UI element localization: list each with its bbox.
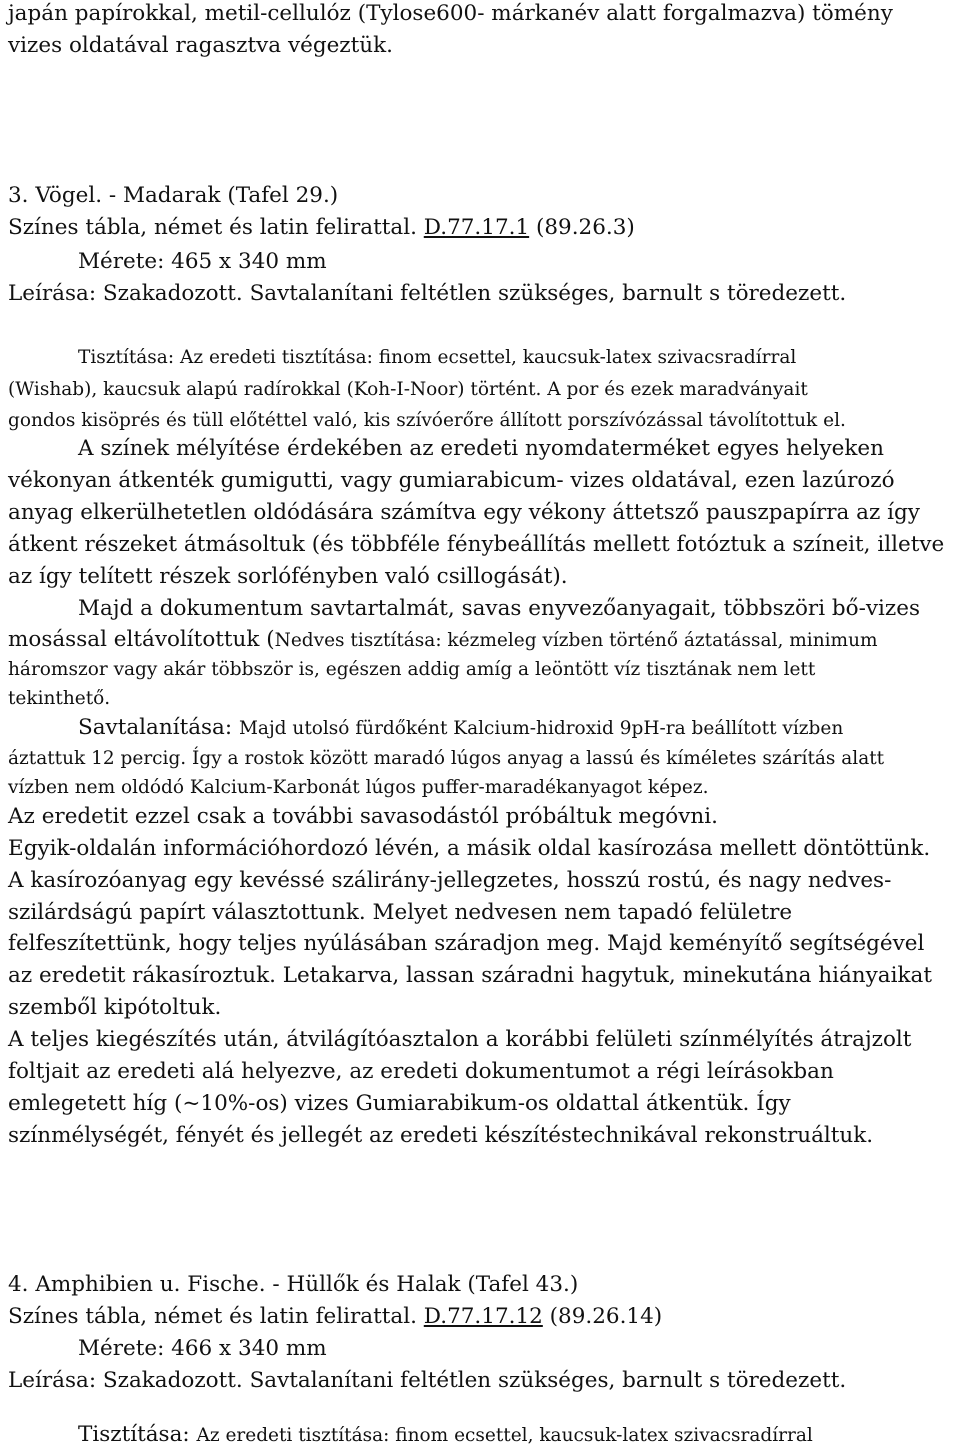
- item-3-inventory-code: D.77.17.1: [423, 215, 530, 240]
- item-3-deacid-line-1: [78, 715, 843, 742]
- item-3-cleaning-text: Az eredeti tisztítása: finom ecsettel, kaucsuk-latex szivacsradírral: [179, 347, 797, 368]
- item-3-body-4: szilárdságú papírt választottunk. Melyet nedvesen nem tapadó felületre: [8, 900, 793, 925]
- intro-line-2: vizes oldatával ragasztva végeztük.: [8, 33, 393, 58]
- item-4-cleaning-line-1: [78, 1422, 813, 1449]
- intro-line-1: japán papírokkal, metil-cellulóz (Tylose600- márkanév alatt forgalmazva) tömény: [8, 1, 893, 26]
- item-3-para-color-2: vékonyan átkenték gumigutti, vagy gumiarabicum- vizes oldatával, ezen lazúrozó: [8, 468, 895, 493]
- item-4-heading: 4. Amphibien u. Fische. - Hüllők és Halak (Tafel 43.): [8, 1272, 579, 1297]
- item-3-deacid-line-2: áztattuk 12 percig. Így a rostok között maradó lúgos anyag a lassú és kíméletes szárítás alatt: [8, 748, 885, 769]
- item-4-desc-label: Leírása: Szakadozott.: [8, 1368, 250, 1393]
- item-3-para-acid-3: háromszor vagy akár többször is, egészen addig amíg a leöntött víz tisztának nem lett: [8, 659, 816, 680]
- item-4-size: Mérete: 466 x 340 mm: [78, 1336, 327, 1361]
- item-3-body-3: A kasírozóanyag egy kevéssé szálirány-jellegzetes, hosszú rostú, és nagy nedves-: [8, 868, 892, 893]
- item-4-table-pre: Színes tábla, német és latin felirattal.: [8, 1304, 424, 1329]
- item-3-body-1: Az eredetit ezzel csak a további savasodástól próbáltuk megóvni.: [8, 804, 718, 829]
- item-3-description: [8, 281, 846, 307]
- item-3-wet-cleaning: Nedves tisztítása: kézmeleg vízben történő áztatással, minimum: [274, 630, 878, 651]
- item-4-table-line: [8, 1304, 662, 1330]
- item-4-inventory-code: D.77.17.12: [423, 1304, 543, 1329]
- item-4-cleaning-label: Tisztítása:: [78, 1422, 197, 1447]
- item-3-body-5: felfeszítettünk, hogy teljes nyúlásában száradjon meg. Majd keményítő segítségével: [8, 931, 925, 956]
- item-3-final-2: foltjait az eredeti alá helyezve, az eredeti dokumentumot a régi leírásokban: [8, 1059, 834, 1084]
- item-3-deacid-label: Savtalanítása:: [78, 715, 239, 740]
- item-4-table-post: (89.26.14): [542, 1304, 663, 1329]
- item-3-heading: 3. Vögel. - Madarak (Tafel 29.): [8, 183, 339, 208]
- item-3-deacid-line-3: vízben nem oldódó Kalcium-Karbonát lúgos puffer-maradékanyagot képez.: [8, 777, 709, 798]
- item-3-para-acid-4: tekinthető.: [8, 688, 111, 709]
- item-3-final-3: emlegetett híg (~10%-os) vizes Gumiarabikum-os oldattal átkentük. Így: [8, 1091, 791, 1116]
- item-4-desc-text: Savtalanítani feltétlen szükséges, barnult s töredezett.: [249, 1368, 847, 1393]
- item-3-acid-lead: mosással eltávolítottuk (: [8, 627, 275, 652]
- item-3-cleaning-line-3: gondos kisöprés és tüll előtéttel való, kis szívóerőre állított porszívózással távolítottuk el.: [8, 410, 846, 431]
- item-3-para-color-1: A színek mélyítése érdekében az eredeti nyomdaterméket egyes helyeken: [78, 436, 884, 461]
- item-4-description: [8, 1368, 846, 1394]
- item-3-para-acid-1: Majd a dokumentum savtartalmát, savas enyvezőanyagait, többszöri bő-vizes: [78, 596, 920, 621]
- item-3-para-color-5: az így telített részek sorlófényben való csillogását).: [8, 564, 568, 589]
- item-3-cleaning-line-2: (Wishab), kaucsuk alapú radírokkal (Koh-I-Noor) történt. A por és ezek maradványait: [8, 379, 808, 400]
- item-4-cleaning-text: Az eredeti tisztítása: finom ecsettel, kaucsuk-latex szivacsradírral: [196, 1425, 813, 1446]
- item-3-para-color-4: átkent részeket átmásoltuk (és többféle fénybeállítás mellett fotóztuk a színeit, illetve: [8, 532, 945, 557]
- item-3-body-7: szemből kipótoltuk.: [8, 995, 222, 1020]
- item-3-table-post: (89.26.3): [529, 215, 635, 240]
- item-3-cleaning-label: Tisztítása:: [78, 347, 180, 368]
- item-3-table-line: [8, 215, 635, 241]
- item-3-body-6: az eredetit rákasíroztuk. Letakarva, lassan száradni hagytuk, minekutána hiányaikat: [8, 963, 932, 988]
- item-3-desc-label: Leírása: Szakadozott.: [8, 281, 250, 306]
- item-3-final-1: A teljes kiegészítés után, átvilágítóasztalon a korábbi felületi színmélyítés átrajzolt: [8, 1027, 912, 1052]
- item-3-para-acid-2: [8, 627, 878, 654]
- item-3-body-2: Egyik-oldalán információhordozó lévén, a másik oldal kasírozása mellett döntöttünk.: [8, 836, 931, 861]
- item-3-table-pre: Színes tábla, német és latin felirattal.: [8, 215, 424, 240]
- item-3-final-4: színmélységét, fényét és jellegét az eredeti készítéstechnikával rekonstruáltuk.: [8, 1123, 874, 1148]
- item-3-para-color-3: anyag elkerülhetetlen oldódására számítva egy vékony áttetsző pauszpapírra az így: [8, 500, 920, 525]
- item-3-desc-text: Savtalanítani feltétlen szükséges, barnult s töredezett.: [249, 281, 847, 306]
- item-3-deacid-text: Majd utolsó fürdőként Kalcium-hidroxid 9pH-ra beállított vízben: [238, 718, 844, 739]
- item-3-size: Mérete: 465 x 340 mm: [78, 249, 327, 274]
- item-3-cleaning-line-1: [78, 345, 796, 371]
